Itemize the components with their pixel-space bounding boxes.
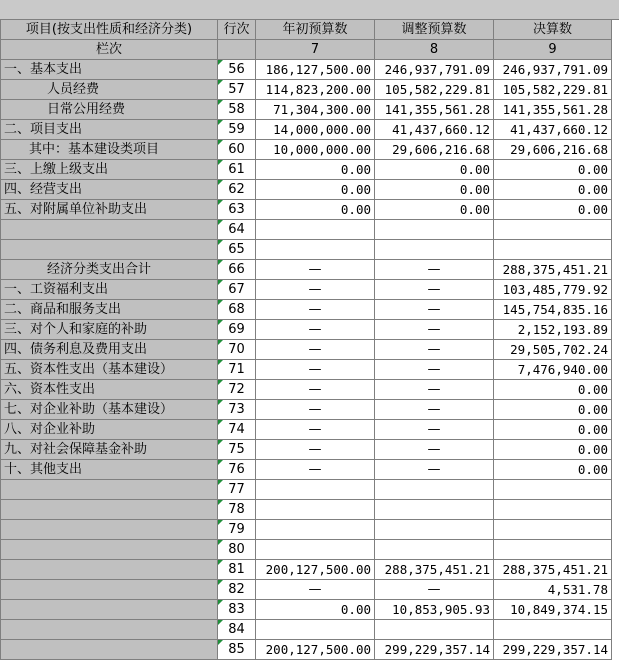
row-label[interactable] [1,600,218,620]
row-label[interactable]: 四、债务利息及费用支出 [1,340,218,360]
row-line-number[interactable]: 58 [218,100,256,120]
row-line-number[interactable]: 81 [218,560,256,580]
cell-adjusted-budget[interactable] [375,520,494,540]
row-line-number[interactable]: 60 [218,140,256,160]
table-row [1,60,612,80]
cell-final-account[interactable]: 0.00 [494,400,612,420]
table-row [1,500,612,520]
cell-adjusted-budget[interactable]: 0.00 [375,160,494,180]
cell-initial-budget[interactable]: 114,823,200.00 [256,80,375,100]
cell-adjusted-budget[interactable]: — [375,360,494,380]
table-row [1,360,612,380]
cell-initial-budget[interactable] [256,620,375,640]
cell-final-account[interactable]: 2,152,193.89 [494,320,612,340]
cell-initial-budget[interactable]: 71,304,300.00 [256,100,375,120]
cell-adjusted-budget[interactable]: — [375,400,494,420]
cell-initial-budget[interactable]: — [256,460,375,480]
cell-adjusted-budget[interactable]: — [375,280,494,300]
cell-initial-budget[interactable] [256,220,375,240]
cell-initial-budget[interactable]: — [256,280,375,300]
row-line-number[interactable]: 56 [218,60,256,80]
cell-adjusted-budget[interactable]: — [375,380,494,400]
header-item: 项目(按支出性质和经济分类) [1,20,218,40]
cell-adjusted-budget[interactable] [375,480,494,500]
column-index-8: 8 [375,40,494,60]
row-line-number[interactable]: 70 [218,340,256,360]
cell-final-account[interactable]: 7,476,940.00 [494,360,612,380]
cell-final-account[interactable]: 288,375,451.21 [494,260,612,280]
row-label[interactable]: 一、工资福利支出 [1,280,218,300]
table-row [1,520,612,540]
row-line-number[interactable]: 61 [218,160,256,180]
cell-initial-budget[interactable] [256,240,375,260]
cell-final-account[interactable]: 29,505,702.24 [494,340,612,360]
cell-initial-budget[interactable]: 0.00 [256,180,375,200]
row-label[interactable]: 五、对附属单位补助支出 [1,200,218,220]
cell-initial-budget[interactable]: — [256,380,375,400]
row-line-number[interactable]: 67 [218,280,256,300]
cell-initial-budget[interactable]: — [256,580,375,600]
row-label[interactable] [1,220,218,240]
row-label[interactable]: 经济分类支出合计 [1,260,218,280]
row-line-number[interactable]: 80 [218,540,256,560]
cell-initial-budget[interactable]: — [256,340,375,360]
table-row [1,380,612,400]
cell-final-account[interactable]: 4,531.78 [494,580,612,600]
row-line-number[interactable]: 74 [218,420,256,440]
cell-final-account[interactable] [494,220,612,240]
row-line-number[interactable]: 64 [218,220,256,240]
cell-adjusted-budget[interactable]: 41,437,660.12 [375,120,494,140]
header-adjusted-budget: 调整预算数 [375,20,494,40]
cell-final-account[interactable]: 41,437,660.12 [494,120,612,140]
table-row [1,480,612,500]
cell-final-account[interactable] [494,520,612,540]
row-label[interactable] [1,480,218,500]
table-row [1,540,612,560]
cell-final-account[interactable]: 0.00 [494,440,612,460]
cell-adjusted-budget[interactable]: 29,606,216.68 [375,140,494,160]
row-label[interactable]: 三、对个人和家庭的补助 [1,320,218,340]
cell-adjusted-budget[interactable] [375,540,494,560]
cell-adjusted-budget[interactable]: 0.00 [375,180,494,200]
cell-adjusted-budget[interactable]: 105,582,229.81 [375,80,494,100]
row-label[interactable]: 其中：基本建设类项目 [1,140,218,160]
cell-final-account[interactable]: 0.00 [494,380,612,400]
cell-final-account[interactable]: 103,485,779.92 [494,280,612,300]
cell-initial-budget[interactable]: — [256,260,375,280]
cell-final-account[interactable]: 288,375,451.21 [494,560,612,580]
cell-initial-budget[interactable] [256,520,375,540]
cell-final-account[interactable]: 0.00 [494,420,612,440]
cell-final-account[interactable] [494,620,612,640]
table-row [1,240,612,260]
column-index-line [218,40,256,60]
row-line-number[interactable]: 72 [218,380,256,400]
table-row [1,160,612,180]
cell-initial-budget[interactable] [256,540,375,560]
cell-final-account[interactable]: 145,754,835.16 [494,300,612,320]
table-row [1,580,612,600]
cell-initial-budget[interactable]: 14,000,000.00 [256,120,375,140]
cell-adjusted-budget[interactable]: 0.00 [375,200,494,220]
cell-adjusted-budget[interactable]: 299,229,357.14 [375,640,494,660]
table-row [1,600,612,620]
table-row [1,620,612,640]
cell-initial-budget[interactable]: 200,127,500.00 [256,640,375,660]
cell-final-account[interactable]: 299,229,357.14 [494,640,612,660]
cell-adjusted-budget[interactable]: — [375,440,494,460]
cell-adjusted-budget[interactable]: — [375,340,494,360]
cell-adjusted-budget[interactable]: — [375,320,494,340]
row-line-number[interactable]: 82 [218,580,256,600]
cell-adjusted-budget[interactable] [375,240,494,260]
cell-initial-budget[interactable]: — [256,400,375,420]
cell-adjusted-budget[interactable] [375,620,494,640]
cell-initial-budget[interactable]: 0.00 [256,160,375,180]
row-label[interactable]: 四、经营支出 [1,180,218,200]
header-row [1,20,612,40]
table-row [1,440,612,460]
row-label[interactable]: 九、对社会保障基金补助 [1,440,218,460]
row-line-number[interactable]: 75 [218,440,256,460]
row-label[interactable]: 二、项目支出 [1,120,218,140]
row-label[interactable] [1,520,218,540]
row-label[interactable]: 二、商品和服务支出 [1,300,218,320]
cell-final-account[interactable] [494,540,612,560]
row-line-number[interactable]: 59 [218,120,256,140]
cell-final-account[interactable]: 141,355,561.28 [494,100,612,120]
cell-adjusted-budget[interactable]: 10,853,905.93 [375,600,494,620]
row-line-number[interactable]: 62 [218,180,256,200]
table-row [1,320,612,340]
cell-initial-budget[interactable]: — [256,360,375,380]
table-row [1,460,612,480]
row-line-number[interactable]: 68 [218,300,256,320]
row-line-number[interactable]: 84 [218,620,256,640]
cell-initial-budget[interactable]: 0.00 [256,200,375,220]
cell-initial-budget[interactable] [256,480,375,500]
cell-final-account[interactable]: 10,849,374.15 [494,600,612,620]
row-label[interactable] [1,500,218,520]
row-label[interactable] [1,640,218,660]
cell-final-account[interactable]: 0.00 [494,460,612,480]
row-label[interactable]: 六、资本性支出 [1,380,218,400]
row-line-number[interactable]: 69 [218,320,256,340]
row-line-number[interactable]: 73 [218,400,256,420]
cell-adjusted-budget[interactable]: — [375,420,494,440]
column-index-label: 栏次 [1,40,218,60]
cell-final-account[interactable]: 0.00 [494,160,612,180]
cell-adjusted-budget[interactable]: 246,937,791.09 [375,60,494,80]
table-row [1,200,612,220]
row-line-number[interactable]: 77 [218,480,256,500]
table-row [1,640,612,660]
cell-final-account[interactable] [494,480,612,500]
cell-initial-budget[interactable]: — [256,440,375,460]
row-line-number[interactable]: 83 [218,600,256,620]
row-label[interactable]: 一、基本支出 [1,60,218,80]
row-line-number[interactable]: 78 [218,500,256,520]
row-label[interactable] [1,540,218,560]
row-label[interactable]: 七、对企业补助（基本建设） [1,400,218,420]
table-row [1,280,612,300]
row-label[interactable] [1,240,218,260]
row-line-number[interactable]: 85 [218,640,256,660]
row-line-number[interactable]: 57 [218,80,256,100]
row-line-number[interactable]: 71 [218,360,256,380]
table-row [1,180,612,200]
cell-final-account[interactable] [494,500,612,520]
cell-initial-budget[interactable]: 200,127,500.00 [256,560,375,580]
header-final-account: 决算数 [494,20,612,40]
row-label[interactable] [1,620,218,640]
table-row [1,300,612,320]
cell-final-account[interactable]: 246,937,791.09 [494,60,612,80]
row-line-number[interactable]: 63 [218,200,256,220]
cell-adjusted-budget[interactable]: — [375,460,494,480]
row-label[interactable]: 十、其他支出 [1,460,218,480]
cell-final-account[interactable]: 105,582,229.81 [494,80,612,100]
cell-adjusted-budget[interactable] [375,220,494,240]
column-index-9: 9 [494,40,612,60]
table-row [1,100,612,120]
cell-adjusted-budget[interactable] [375,500,494,520]
cell-initial-budget[interactable]: — [256,320,375,340]
row-label[interactable] [1,560,218,580]
row-label[interactable]: 五、资本性支出（基本建设） [1,360,218,380]
cell-final-account[interactable] [494,240,612,260]
header-initial-budget: 年初预算数 [256,20,375,40]
row-label[interactable]: 日常公用经费 [1,100,218,120]
cell-final-account[interactable]: 0.00 [494,200,612,220]
cell-initial-budget[interactable]: 0.00 [256,600,375,620]
row-label[interactable]: 八、对企业补助 [1,420,218,440]
budget-table [0,19,612,660]
table-row [1,560,612,580]
row-label[interactable]: 三、上缴上级支出 [1,160,218,180]
cell-initial-budget[interactable]: 186,127,500.00 [256,60,375,80]
header-line: 行次 [218,20,256,40]
cell-adjusted-budget[interactable]: 141,355,561.28 [375,100,494,120]
cell-adjusted-budget[interactable]: — [375,300,494,320]
row-line-number[interactable]: 79 [218,520,256,540]
row-line-number[interactable]: 65 [218,240,256,260]
table-row [1,140,612,160]
cell-adjusted-budget[interactable]: — [375,260,494,280]
cell-adjusted-budget[interactable]: — [375,580,494,600]
column-index-row [1,40,612,60]
table-row [1,260,612,280]
table-row [1,420,612,440]
table-row [1,340,612,360]
sheet-top-bar [0,0,619,20]
cell-initial-budget[interactable]: — [256,420,375,440]
table-row [1,120,612,140]
cell-final-account[interactable]: 29,606,216.68 [494,140,612,160]
row-label[interactable]: 人员经费 [1,80,218,100]
cell-initial-budget[interactable]: — [256,300,375,320]
row-line-number[interactable]: 76 [218,460,256,480]
cell-initial-budget[interactable]: 10,000,000.00 [256,140,375,160]
cell-initial-budget[interactable] [256,500,375,520]
table-row [1,80,612,100]
column-index-7: 7 [256,40,375,60]
cell-final-account[interactable]: 0.00 [494,180,612,200]
table-row [1,220,612,240]
row-label[interactable] [1,580,218,600]
cell-adjusted-budget[interactable]: 288,375,451.21 [375,560,494,580]
row-line-number[interactable]: 66 [218,260,256,280]
table-row [1,400,612,420]
